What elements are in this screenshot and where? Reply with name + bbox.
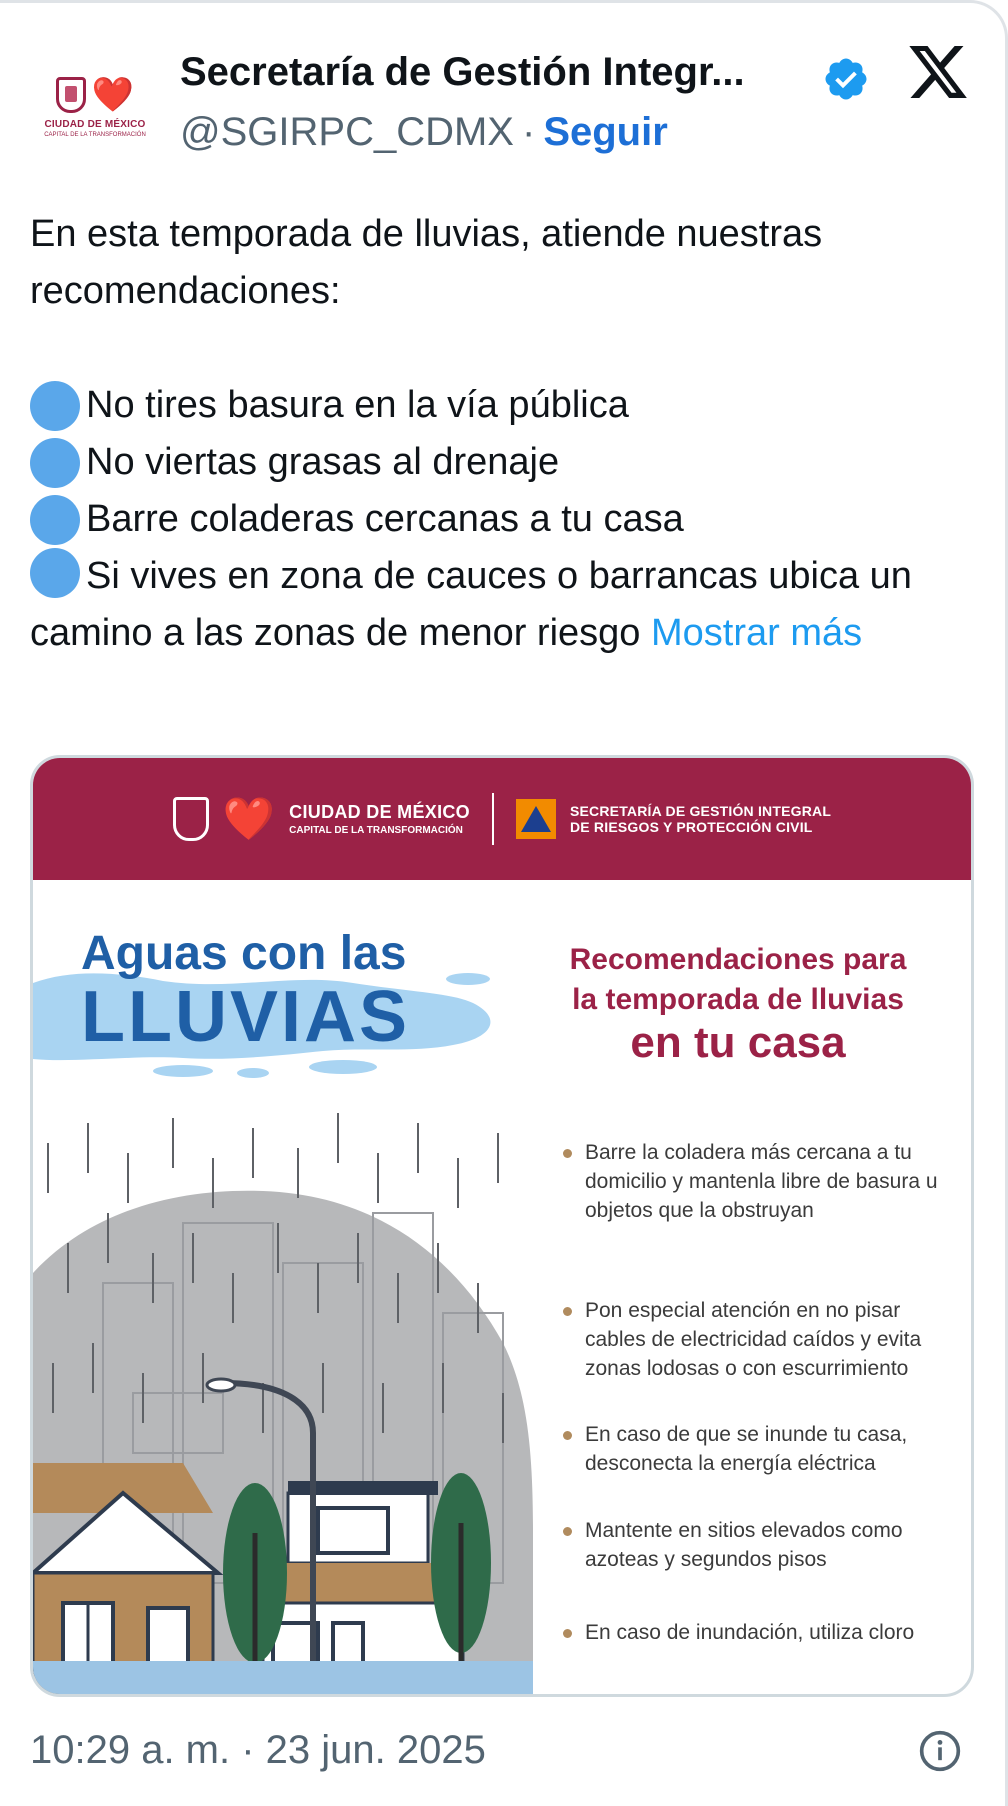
- poster-city-label: [289, 802, 470, 836]
- author-handle[interactable]: @SGIRPC_CDMX: [180, 110, 514, 154]
- poster-recommendations-heading: [523, 940, 953, 1066]
- cdmx-shield-icon: [173, 797, 209, 841]
- poster-sec-line-1: SECRETARÍA DE GESTIÓN INTEGRAL: [569, 803, 832, 819]
- avatar-text-1: CIUDAD DE MÉXICO: [44, 118, 146, 130]
- poster-title-line-1: Aguas con las: [81, 927, 407, 980]
- show-more-link[interactable]: Mostrar más: [651, 612, 863, 654]
- blue-circle-icon: [30, 495, 80, 545]
- tweet-timestamp[interactable]: 10:29 a. m. · 23 jun. 2025: [30, 1728, 486, 1772]
- tweet-bullet-text: No viertas grasas al drenaje: [86, 441, 560, 483]
- tweet-intro: En esta temporada de lluvias, atiende nuestras recomendaciones:: [30, 213, 823, 312]
- reco-item: En caso de que se inunde tu casa, desconecta la energía eléctrica: [563, 1420, 963, 1478]
- reco-item: Mantente en sitios elevados como azoteas y segundos pisos: [563, 1516, 963, 1574]
- header-divider: [492, 793, 494, 845]
- tweet-bullet-text: Si vives en zona de cauces o barrancas ubica un camino a las zonas de menor riesgo: [30, 555, 912, 654]
- info-icon[interactable]: [918, 1729, 962, 1773]
- blue-circle-icon: [30, 438, 80, 488]
- author-handle-row: [180, 110, 668, 155]
- tweet-bullet: [30, 434, 990, 491]
- verified-badge-icon: [822, 55, 870, 103]
- tweet-bullet-text: No tires basura en la vía pública: [86, 384, 629, 426]
- avatar-emblems: [56, 77, 134, 113]
- reco-heading-line-2: la temporada de lluvias: [572, 983, 904, 1016]
- reco-item: En caso de inundación, utiliza cloro: [563, 1618, 963, 1647]
- poster-header: [33, 758, 971, 880]
- poster-sec-line-2: DE RIESGOS Y PROTECCIÓN CIVIL: [569, 819, 813, 835]
- tweet-bullet: [30, 377, 990, 434]
- poster-city-line-1: CIUDAD DE MÉXICO: [289, 802, 470, 822]
- reco-heading-line-1: Recomendaciones para: [569, 943, 907, 976]
- tweet-bullet-text: Barre coladeras cercanas a tu casa: [86, 498, 684, 540]
- reco-heading-line-3: en tu casa: [630, 1018, 846, 1067]
- heart-emblem-icon: ❤️: [222, 795, 276, 842]
- protection-civil-logo-icon: [516, 799, 556, 839]
- follow-button[interactable]: Seguir: [543, 110, 668, 154]
- author-name[interactable]: Secretaría de Gestión Integr...: [180, 50, 745, 94]
- poster-title-line-2: LLUVIAS: [81, 977, 411, 1057]
- tweet-text: [30, 206, 990, 662]
- blue-circle-icon: [30, 548, 80, 598]
- reco-item: Barre la coladera más cercana a tu domicilio y mantenla libre de basura u objetos que la obstruyan: [563, 1138, 963, 1225]
- rainy-city-illustration: [33, 1113, 533, 1697]
- cdmx-shield-icon: [56, 77, 86, 113]
- x-logo-icon[interactable]: [906, 40, 970, 104]
- separator-dot: ·: [521, 110, 536, 154]
- heart-emblem-icon: ❤️: [91, 75, 135, 114]
- blue-circle-icon: [30, 381, 80, 431]
- poster-city-line-2: CAPITAL DE LA TRANSFORMACIÓN: [289, 825, 463, 836]
- avatar-text-2: CAPITAL DE LA TRANSFORMACIÓN: [44, 131, 146, 138]
- tweet-bullet: [30, 491, 990, 548]
- poster-secretariat-label: [570, 803, 831, 835]
- tweet-media-image[interactable]: [30, 755, 974, 1697]
- tweet-bullet: [30, 548, 990, 662]
- author-avatar[interactable]: [30, 42, 160, 172]
- reco-item: Pon especial atención en no pisar cables de electricidad caídos y evita zonas lodosas o con escurrimiento: [563, 1296, 963, 1383]
